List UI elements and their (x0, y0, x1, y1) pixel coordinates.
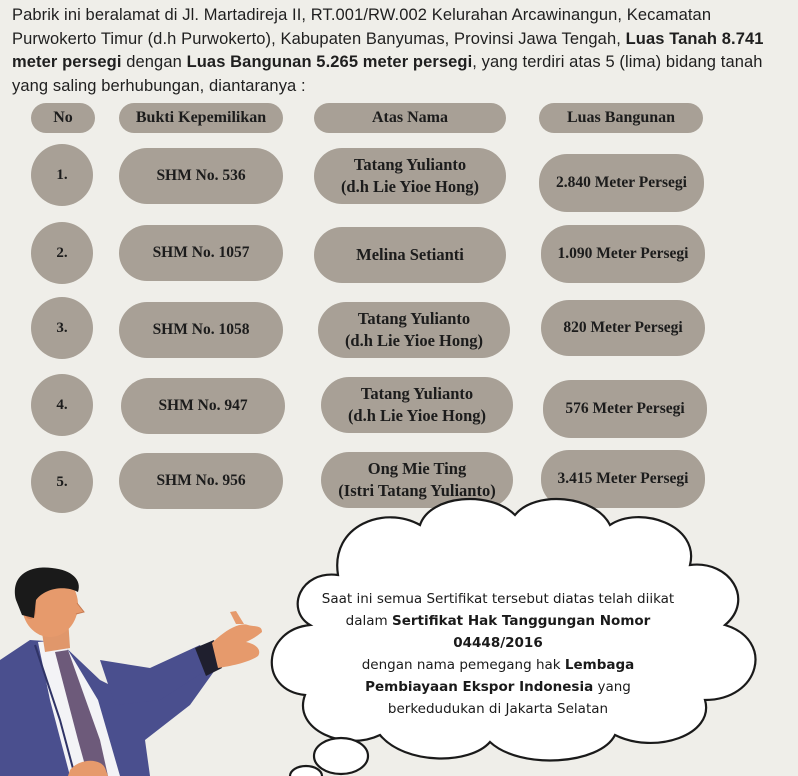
row-2-no-label: 2. (56, 245, 68, 261)
row-3-luas-label: 820 Meter Persegi (563, 319, 683, 336)
callout-line-6: berkedudukan di Jakarta Selatan (387, 701, 609, 717)
callout-certificate-number: 04448/2016 (453, 635, 543, 651)
row-5-bukti-label: SHM No. 956 (156, 472, 246, 489)
row-3-bukti-label: SHM No. 1058 (152, 321, 250, 338)
header-nama-label: Atas Nama (372, 109, 448, 126)
row-5-nama-line2: (Istri Tatang Yulianto) (338, 481, 496, 500)
intro-luas-bangunan: Luas Bangunan 5.265 meter persegi (186, 53, 473, 71)
row-1-no-label: 1. (56, 167, 68, 183)
callout-line-4-pre: dengan nama pemegang hak (361, 657, 565, 673)
row-4-bukti-label: SHM No. 947 (158, 397, 248, 414)
row-5-nama-line1: Ong Mie Ting (367, 459, 467, 478)
row-4-luas-label: 576 Meter Persegi (565, 400, 685, 417)
row-5-no-label: 5. (56, 474, 68, 490)
row-3-nama-line1: Tatang Yulianto (357, 309, 471, 328)
callout-line-5-post: yang (593, 679, 631, 695)
header-no-label: No (53, 109, 73, 126)
intro-text-1: Pabrik ini beralamat di Jl. Martadireja II, RT.001/RW.002 Kelurahan Arcawinangun, Kecamatan Purwokerto Timur (d.h Purwokerto), Kabupaten Banyumas, Provinsi Jawa Tengah, (12, 6, 712, 48)
intro-text-2: dengan (121, 53, 187, 71)
row-1-luas-label: 2.840 Meter Persegi (556, 174, 687, 191)
row-4-no-label: 4. (56, 397, 68, 413)
callout-line-2-pre: dalam (345, 613, 392, 629)
row-4-nama-line2: (d.h Lie Yioe Hong) (347, 406, 487, 425)
intro-luas-tanah: Luas Tanah 8.741 meter persegi (12, 29, 764, 71)
row-2-nama-line1: Melina Setianti (356, 245, 464, 264)
row-1-nama-line2: (d.h Lie Yioe Hong) (340, 177, 480, 196)
row-4-nama-line1: Tatang Yulianto (360, 384, 474, 403)
row-1-bukti-label: SHM No. 536 (156, 167, 246, 184)
callout-line-2-bold: Sertifikat Hak Tanggungan Nomor (391, 613, 651, 629)
row-3-nama-line2: (d.h Lie Yioe Hong) (344, 331, 484, 350)
header-bukti-label: Bukti Kepemilikan (135, 109, 267, 126)
row-1-nama-line1: Tatang Yulianto (353, 155, 467, 174)
callout-line-1: Saat ini semua Sertifikat tersebut diatas telah diikat (321, 591, 675, 607)
intro-text-3: , yang terdiri atas 5 (lima) bidang tanah yang saling berhubungan, diantaranya : (12, 53, 763, 95)
header-luas-label: Luas Bangunan (566, 109, 676, 126)
callout-line-5-bold: Pembiayaan Ekspor Indonesia (365, 679, 594, 695)
row-2-luas-label: 1.090 Meter Persegi (557, 245, 689, 262)
callout-line-4-bold: Lembaga (564, 657, 635, 673)
row-2-bukti-label: SHM No. 1057 (152, 244, 250, 261)
row-3-no-label: 3. (56, 320, 68, 336)
row-5-luas-label: 3.415 Meter Persegi (557, 470, 689, 487)
